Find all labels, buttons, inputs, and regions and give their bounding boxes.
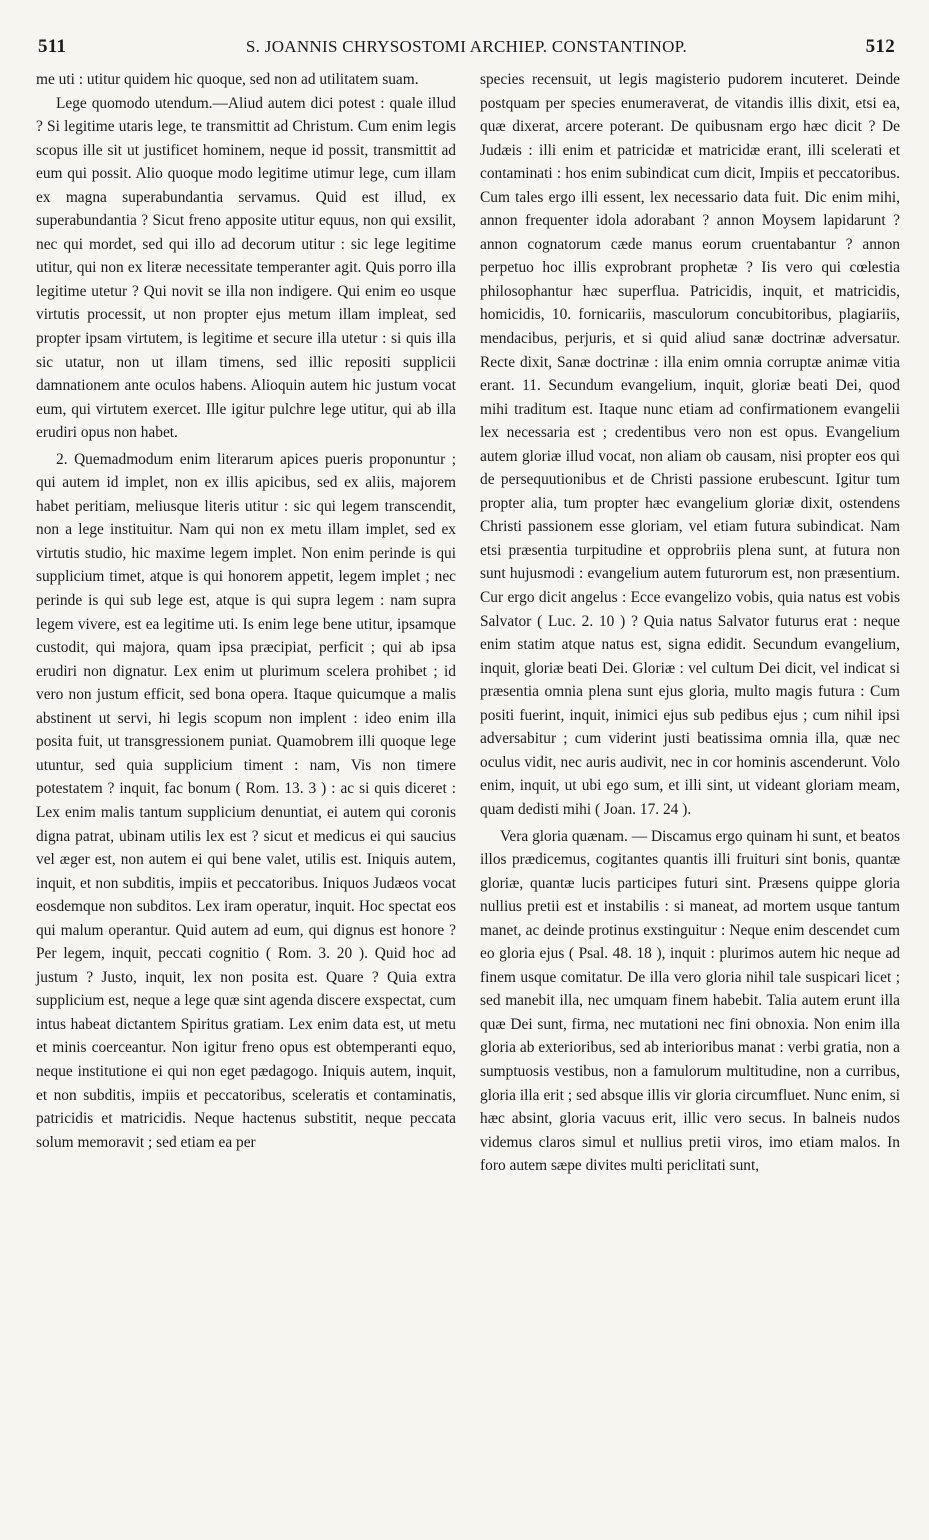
running-title: S. JOANNIS CHRYSOSTOMI ARCHIEP. CONSTANTINOP. (245, 37, 688, 56)
paragraph: species recensuit, ut legis magisterio pudorem incuteret. Deinde postquam per species enumeraverat, de vitandis illis dixit, etsi ea, quæ dixerat, arcere poterant. De quibusnam ergo hæc dicit ? De Judæis : illi enim et patricidæ et matricidæ erant, illi scelerati et contaminati : hos enim subindicat cum dicit, Impiis et peccatoribus. Cum tales ergo illi essent, lex necessario data fuit. Dic enim mihi, annon frequenter idola adorabant ? annon Moysem lapidarunt ? annon cognatorum cæde manus eorum cruentabantur ? annon perpetuo hoc illis exprobrant prophetæ ? Iis vero qui cœlestia philosophantur hæc superflua. Patricidis, inquit, et matricidis, homicidis, 10. fornicariis, masculorum concubitoribus, plagiariis, mendacibus, perjuris, et si quid aliud sanæ doctrinæ adversatur. Recte dixit, Sanæ doctrinæ : illa enim omnia corruptæ animæ vitia erant. 11. Secundum evangelium, inquit, gloriæ beati Dei, quod mihi traditum est. Itaque nunc etiam ad confirmationem evangelii lex necessaria est ; credentibus vero non est opus. Evangelium autem gloriæ illud vocat, non aliam ob causam, nisi propter eos qui de persequutionibus et de Christi passione erubescunt. Igitur tum propter alia, tum propter hæc evangelium gloriæ dixit, ostendens Christi passionem esse gloriam, vel etiam futura subindicat. Nam etsi præsentia turpitudine et opprobriis plena sunt, at futura non sunt hujusmodi : evangelium autem futurorum est, non præsentium. Cur ergo dicit angelus : Ecce evangelizo vobis, quia natus est vobis Salvator ( Luc. 2. 10 ) ? Quia natus Salvator futurus erat : neque enim statim atque natus est, signa edidit. Secundum evangelium, inquit, gloriæ beati Dei. Gloriæ : vel cultum Dei dicit, vel indicat si præsentia omnia plena sunt ejus gloria, multo magis futura : Cum positi fuerint, inquit, inimici ejus sub pedibus ejus ; cum nihil ipsi adversabitur ; cum viderint justi beatissima omnia illa, quæ nec oculus vidit, nec auris audivit, nec in cor hominis ascenderunt. Volo enim, inquit, ut ubi ego sum, et illi sint, ut videant gloriam meam, quam dedisti mihi ( Joan. 17. 24 ). (480, 71, 900, 818)
left-column (36, 68, 456, 1154)
running-header (38, 36, 895, 66)
page-number-right: 512 (865, 36, 895, 57)
page-number-left: 511 (38, 36, 67, 57)
paragraph: me uti : utitur quidem hic quoque, sed non ad utilitatem suam. (36, 71, 419, 88)
paragraph: Lege quomodo utendum.—Aliud autem dici potest : quale illud ? Si legitime utaris lege, te transmittit ad Christum. Cum enim legis scopus ille sit ut justificet hominem, neque id possit, transmittit ad eum qui possit. Alio quoque modo legitime utimur lege, cum illam ex magna superabundantia servamus. Quid est illud, ex superabundantia ? Sicut freno apposite utitur equus, non qui exsilit, nec qui mordet, sed qui illo ad decorum utitur : sic lege legitime utitur, qui non ex literæ necessitate temperanter agit. Quis porro illa legitime utetur ? Qui novit se illa non indigere. Qui enim eo usque virtutis processit, ut non propter ejus metum illam impleat, sed propter ipsam virtutem, is legitime et secure illa utetur : si quis illa sic utatur, non ut illam timens, sed illic repositi supplicii damnationem ante oculos habens. Alioquin autem hic justum vocat eum, qui virtutem exercet. Ille igitur pulchre lege utitur, qui ab illa erudiri opus non habet. (36, 94, 456, 442)
paragraph: Vera gloria quænam. — Discamus ergo quinam hi sunt, et beatos illos prædicemus, cogitantes quantis illi fruituri sint bonis, quantæ gloriæ, quantæ lucis participes futuri sint. Præsens quippe gloria nullius pretii est et instabilis : si maneat, ad mortem usque tantum manet, ac deinde protinus exstinguitur : Neque enim descendet cum eo gloria ejus ( Psal. 48. 18 ), inquit : plurimos autem hic neque ad finem usque comitatur. De illa vero gloria nihil tale suspicari licet ; sed manebit illa, nec umquam finem habebit. Talia autem erunt illa quæ Dei sunt, firma, nec mutationi nec fini obnoxia. Non enim illa gloria ab exterioribus, sed ab interioribus manat : verbi gratia, non a sumptuosis vestibus, non a famulorum multitudine, non a curribus, gloria illa erit ; sed absque illis vir gloria circumfluet. Nunc enim, si hæc absint, gloria vacuus erit, illic vero secus. In balneis nudos videmus claros simul et nullius pretii viros, imo etiam malos. In foro autem sæpe divites multi periclitati sunt, (480, 827, 900, 1175)
right-column (480, 68, 900, 1178)
paragraph: 2. Quemadmodum enim literarum apices pueris proponuntur ; qui autem id implet, non ex illis apicibus, sed ex aliis, majorem habet peritiam, meliusque literis utitur : sic qui legem transcendit, non a lege instituitur. Nam qui non ex metu illam implet, sed ex virtutis studio, hic maxime legem implet. Non enim perinde is qui supplicium timet, atque is qui honorem appetit, legem implet ; nec perinde is qui sub lege est, atque is qui supra legem : nam supra legem vivere, est ea legitime uti. Is enim lege bene utitur, ipsamque custodit, qui majora, quam ipsa præcipiat, perficit ; qui ab ipsa erudiri non dignatur. Lex enim ut plurimum scelera prohibet ; id vero non justum efficit, sed bona opera. Itaque quicumque a malis abstinent ut servi, hi legis scopum non implent : ideo enim illa posita fuit, ut transgressionem puniat. Quamobrem illi quoque lege utuntur, sed quia supplicium timent : nam, Vis non timere potestatem ? inquit, fac bonum ( Rom. 13. 3 ) : ac si quis diceret : Lex enim malis tantum supplicium denuntiat, ei autem qui coronis digna patrat, ubinam utilis lex est ? sicut et medicus ei qui saucius vel æger est, non autem ei qui bene valet, utilis est. Iniquis autem, inquit, et non subditis, impiis et peccatoribus. Iniquos Judæos vocat eosdemque non subditos. Lex iram operatur, inquit. Hoc spectat eos qui malum operantur. Quid autem ad eum, qui dignus est honore ? Per legem, inquit, peccati cognitio ( Rom. 3. 20 ). Quid hoc ad justum ? Justo, inquit, lex non posita est. Quare ? Quia extra supplicium est, neque a lege quæ sint agenda discere exspectat, cum intus habeat dictantem Spiritus gratiam. Lex enim data est, ut metu et minis coerceantur. Non igitur freno opus est obtemperanti equo, neque institutione ei qui non eget pædagogo. Iniquis autem, inquit, et non subditis, impiis et peccatoribus, sceleratis et contaminatis, patricidis et matricidis. Neque hactenus substitit, neque peccata solum memoravit ; sed etiam ea per (36, 450, 456, 1151)
